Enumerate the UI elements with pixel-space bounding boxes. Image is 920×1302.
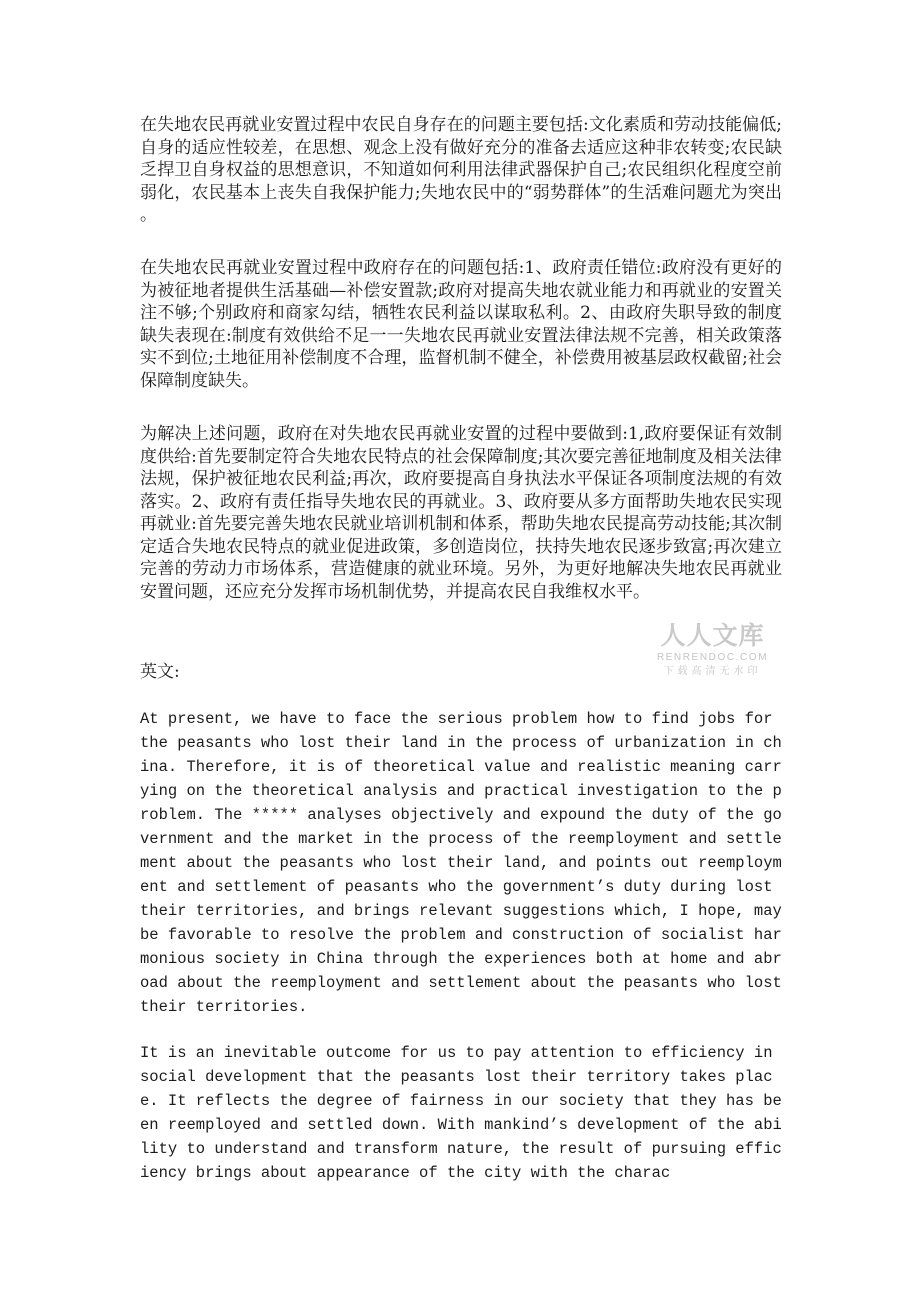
watermark-title: 人人文库 [660,621,765,650]
chinese-paragraph-3: 为解决上述问题，政府在对失地农民再就业安置的过程中要做到:1,政府要保证有效制度供给:首先要制定符合失地农民特点的社会保障制度;其次要完善征地制度及相关法律法规，保护被征地农民利益;再次，政府要提高自身执法水平保证各项制度法规的有效落实。2、政府有责任指导失地农民的再就业。3、政府要从多方面帮助失地农民实现再就业:首先要完善失地农民就业培训机制和体系，帮助失地农民提高劳动技能;其次制定适合失地农民特点的就业促进政策，多创造岗位，扶持失地农民逐步致富;再次建立完善的劳动力市场体系，营造健康的就业环境。另外，为更好地解决失地农民再就业安置问题，还应充分发挥市场机制优势，并提高农民自我维权水平。 [140,424,782,602]
watermark-domain: RENRENDOC.COM [656,652,769,663]
watermark-slogan: 下载高清无水印 [663,666,762,677]
english-heading: 英文: [140,662,180,682]
renrendoc-watermark [645,621,780,685]
chinese-paragraph-1: 在失地农民再就业安置过程中农民自身存在的问题主要包括:文化素质和劳动技能偏低;自身的适应性较差，在思想、观念上没有做好充分的准备去适应这种非农转变;农民缺乏捍卫自身权益的思想意识，不知道如何利用法律武器保护自己;农民组织化程度空前弱化，农民基本上丧失自我保护能力;失地农民中的“弱势群体”的生活难问题尤为突出。 [140,115,782,225]
chinese-paragraph-2: 在失地农民再就业安置过程中政府存在的问题包括:1、政府责任错位:政府没有更好的为被征地者提供生活基础—补偿安置款;政府对提高失地农就业能力和再就业的安置关注不够;个别政府和商家勾结，牺牲农民利益以谋取私利。2、由政府失职导致的制度缺失表现在:制度有效供给不足一一失地农民再就业安置法律法规不完善，相关政策落实不到位;土地征用补偿制度不合理，监督机制不健全，补偿费用被基层政权截留;社会保障制度缺失。 [140,258,782,391]
english-paragraph-1: At present, we have to face the serious problem how to find jobs for the peasants who lost their land in the process of urbanization in china. Therefore, it is of theoretical value and realistic meaning carrying on the theoretical analysis and practical investigation to the problem. The ***** analyses objectively and expound the duty of the government and the market in the process of the reemployment and settlement about the peasants who lost their land, and points out reemployment and settlement of peasants who the government’s duty during lost their territories, and brings relevant suggestions which, I hope, may be favorable to resolve the problem and construction of socialist harmonious society in China through the experiences both at home and abroad about the reemployment and settlement about the peasants who lost their territories. [140,710,782,1016]
english-paragraph-2: It is an inevitable outcome for us to pay attention to efficiency in social development that the peasants lost their territory takes place. It reflects the degree of fairness in our society that they has been reemployed and settled down. With mankind’s development of the ability to understand and transform nature, the result of pursuing efficiency brings about appearance of the city with the charac [140,1044,782,1182]
